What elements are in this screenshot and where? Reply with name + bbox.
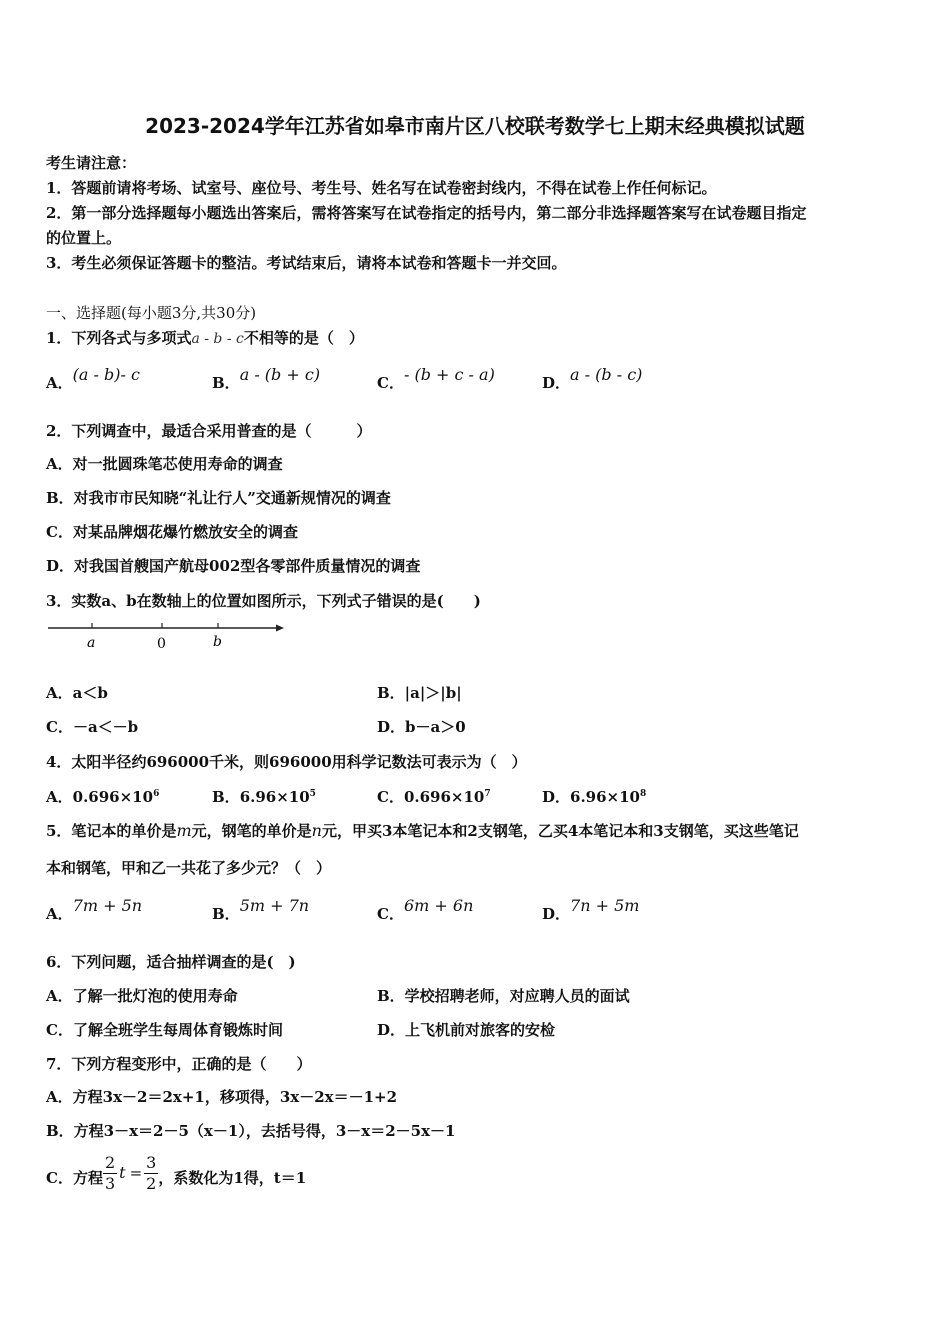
q6-option-b: B．学校招聘老师，对应聘人员的面试 [377,987,630,1005]
option-label: A． [46,788,73,806]
q5-stem-part: 元，甲买3本笔记本和2支钢笔，乙买4本笔记本和3支钢笔，买这些笔记 [321,822,799,840]
q7-option-b: B．方程3－x＝2－5（x－1），去括号得，3－x＝2－5x－1 [46,1122,456,1140]
notice-item: 3．考生必须保证答题卡的整洁。考试结束后，请将本试卷和答题卡一并交回。 [46,254,567,272]
q1-option-d [542,365,643,393]
option-expr: 5m + 7n [239,896,310,915]
notice-item: 的位置上。 [46,229,122,247]
fraction-denominator: 3 [104,1174,116,1193]
q1-option-a [46,365,140,393]
q1-option-b [212,365,321,393]
fraction-denominator: 2 [146,1174,157,1193]
section-heading: 一、选择题(每小题3分,共30分) [46,304,257,322]
q6-option-d: D．上飞机前对旅客的安检 [377,1021,556,1039]
option-label: B． [212,905,240,923]
q5-variable-m: m [176,821,192,840]
fraction-numerator: 3 [146,1153,157,1172]
q7-option-c [46,1153,306,1194]
option-expr: 6m + 6n [403,896,474,915]
option-base: 0.696×10 [403,788,485,806]
q7c-prefix: C．方程 [46,1168,103,1187]
option-label: D． [542,905,571,923]
q7c-result: t＝1 [273,1168,307,1187]
q5-option-c [377,896,474,924]
option-expr: a - (b + c) [239,365,321,384]
notice-heading: 考生请注意： [46,154,137,172]
notice-item: 1．答题前请将考场、试室号、座位号、考生号、姓名写在试卷密封线内，不得在试卷上作任何标记。 [46,179,717,197]
q5-option-b [212,896,310,924]
q3-option-a: A．a＜b [46,684,108,702]
question-5-stem [46,820,799,841]
question-5-stem-line2: 本和钢笔，甲和乙一共花了多少元？（ ） [46,859,332,877]
question-1-stem [46,327,364,348]
q1-stem-pre: 1．下列各式与多项式 [46,329,192,347]
question-4-stem: 4．太阳半径约696000千米，则696000用科学记数法可表示为（ ） [46,753,527,771]
q3-option-d: D．b－a＞0 [377,718,466,736]
q7c-suffix: ，系数化为1得， [158,1168,274,1187]
q1-option-c [377,365,495,393]
q4-option-d [542,786,646,807]
option-base: 6.96×10 [239,788,310,806]
question-6-stem: 6．下列问题，适合抽样调查的是( ) [46,953,296,971]
q5-option-a [46,896,143,924]
option-expr: 7n + 5m [570,896,640,915]
q2-option-d: D．对我国首艘国产航母002型各零部件质量情况的调查 [46,557,421,575]
number-line-figure [46,618,291,654]
option-label: B． [212,374,240,392]
axis-label-b: b [213,634,222,650]
q7c-equals: = [129,1163,143,1182]
option-label: C． [377,374,404,392]
question-2-stem: 2．下列调查中，最适合采用普查的是（ ） [46,422,372,440]
q3-option-c: C．－a＜－b [46,718,139,736]
fraction [144,1153,158,1194]
q1-stem-post: 不相等的是（ ） [243,329,364,347]
notice-item: 2．第一部分选择题每小题选出答案后，需将答案写在试卷指定的括号内，第二部分非选择题答案写在试卷题目指定 [46,204,807,222]
axis-label-zero: 0 [157,636,166,652]
q4-option-c [377,786,491,807]
option-exponent: 8 [640,789,647,799]
option-label: C． [377,788,404,806]
option-label: C． [377,905,404,923]
option-expr: - (b + c - a) [403,365,495,384]
option-base: 0.696×10 [72,788,154,806]
fraction [103,1153,117,1194]
q2-option-a: A．对一批圆珠笔芯使用寿命的调查 [46,455,283,473]
q5-stem-part: 元，钢笔的单价是 [191,822,312,840]
option-label: A． [46,374,73,392]
axis-label-a: a [87,635,96,651]
question-3-stem: 3．实数a、b在数轴上的位置如图所示，下列式子错误的是( ) [46,592,481,610]
q7c-variable: t [119,1162,126,1182]
option-label: B． [212,788,240,806]
q5-variable-n: n [311,821,322,840]
q5-stem-part: 5．笔记本的单价是 [46,822,177,840]
option-exponent: 6 [153,789,160,799]
option-expr: a - (b - c) [570,365,643,384]
option-exponent: 7 [484,789,491,799]
q5-option-d [542,896,640,924]
q4-option-b [212,786,316,807]
fraction-numerator: 2 [104,1153,116,1172]
q7-option-a: A．方程3x－2＝2x+1，移项得，3x－2x＝－1+2 [46,1088,398,1106]
question-7-stem: 7．下列方程变形中，正确的是（ ） [46,1055,312,1073]
option-label: A． [46,905,73,923]
q6-option-c: C．了解全班学生每周体育锻炼时间 [46,1021,283,1039]
arrow-head-icon [276,625,284,632]
option-expr: (a - b)- c [72,365,140,384]
q2-option-b: B．对我市市民知晓“礼让行人”交通新规情况的调查 [46,489,391,507]
q3-option-b: B．|a|＞|b| [377,684,462,702]
q4-option-a [46,786,159,807]
q2-option-c: C．对某品牌烟花爆竹燃放安全的调查 [46,523,298,541]
q1-stem-math: a - b - c [191,331,244,347]
option-label: D． [542,788,571,806]
option-exponent: 5 [309,789,316,799]
option-expr: 7m + 5n [72,896,143,915]
option-label: D． [542,374,571,392]
option-base: 6.96×10 [570,788,640,806]
page-title: 2023-2024学年江苏省如皋市南片区八校联考数学七上期末经典模拟试题 [145,114,805,138]
q6-option-a: A．了解一批灯泡的使用寿命 [46,987,238,1005]
